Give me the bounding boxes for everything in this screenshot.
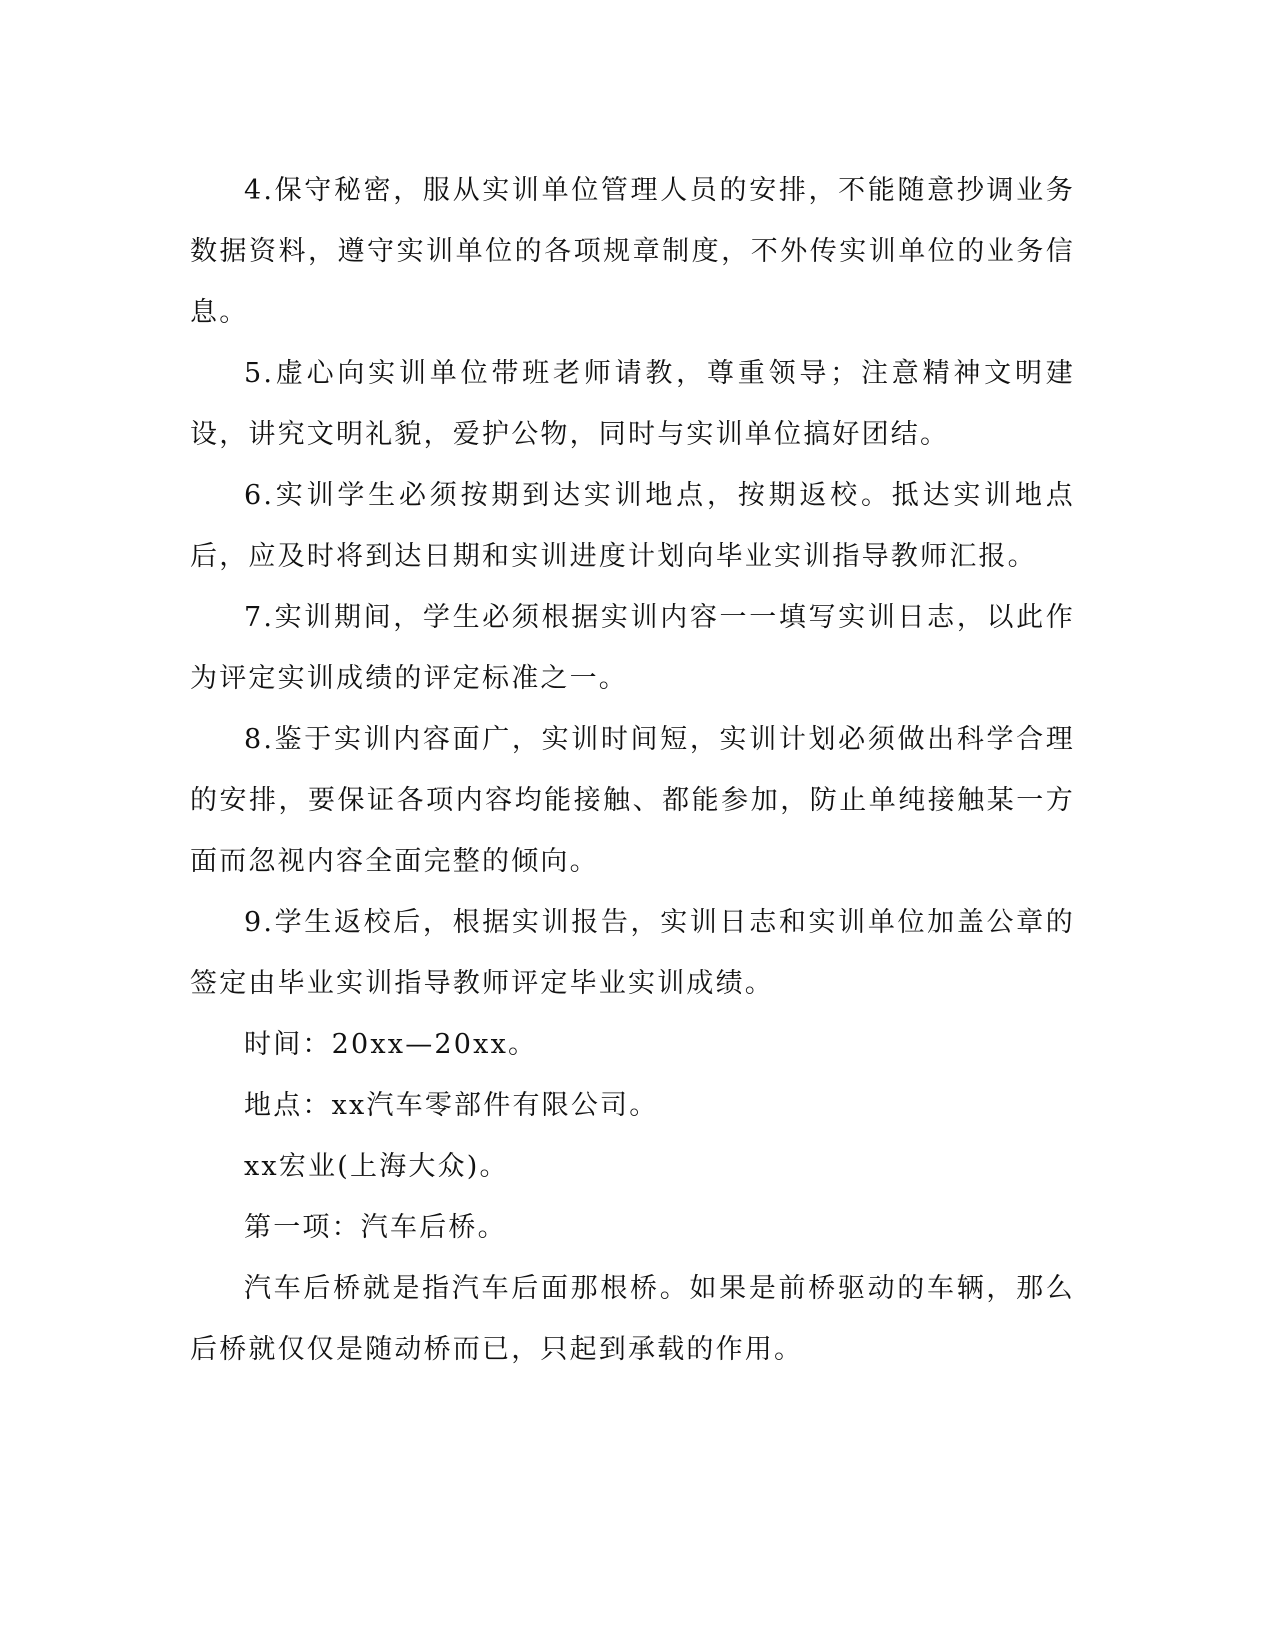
- paragraph-rule-7: 7.实训期间，学生必须根据实训内容一一填写实训日志，以此作为评定实训成绩的评定标准之一。: [190, 602, 1075, 694]
- paragraph-rule-9: 9.学生返校后，根据实训报告，实训日志和实训单位加盖公章的签定由毕业实训指导教师评定毕业实训成绩。: [190, 907, 1075, 999]
- paragraph-location: 地点：xx汽车零部件有限公司。: [244, 1090, 659, 1121]
- paragraph-rule-5: 5.虚心向实训单位带班老师请教，尊重领导；注意精神文明建设，讲究文明礼貌，爱护公物，同时与实训单位搞好团结。: [190, 358, 1075, 450]
- paragraph-company: xx宏业(上海大众)。: [244, 1151, 509, 1182]
- paragraph-item-one: 第一项：汽车后桥。: [244, 1212, 507, 1243]
- paragraph-rule-6: 6.实训学生必须按期到达实训地点，按期返校。抵达实训地点后，应及时将到达日期和实训进度计划向毕业实训指导教师汇报。: [190, 480, 1075, 572]
- paragraph-rule-8: 8.鉴于实训内容面广，实训时间短，实训计划必须做出科学合理的安排，要保证各项内容均能接触、都能参加，防止单纯接触某一方面而忽视内容全面完整的倾向。: [190, 724, 1075, 877]
- paragraph-time: 时间：20xx—20xx。: [244, 1029, 538, 1060]
- document-body: [190, 160, 1075, 1380]
- paragraph-rear-axle: 汽车后桥就是指汽车后面那根桥。如果是前桥驱动的车辆，那么后桥就仅仅是随动桥而已，只起到承载的作用。: [190, 1273, 1075, 1365]
- paragraph-rule-4: 4.保守秘密，服从实训单位管理人员的安排，不能随意抄调业务数据资料，遵守实训单位的各项规章制度，不外传实训单位的业务信息。: [190, 175, 1075, 328]
